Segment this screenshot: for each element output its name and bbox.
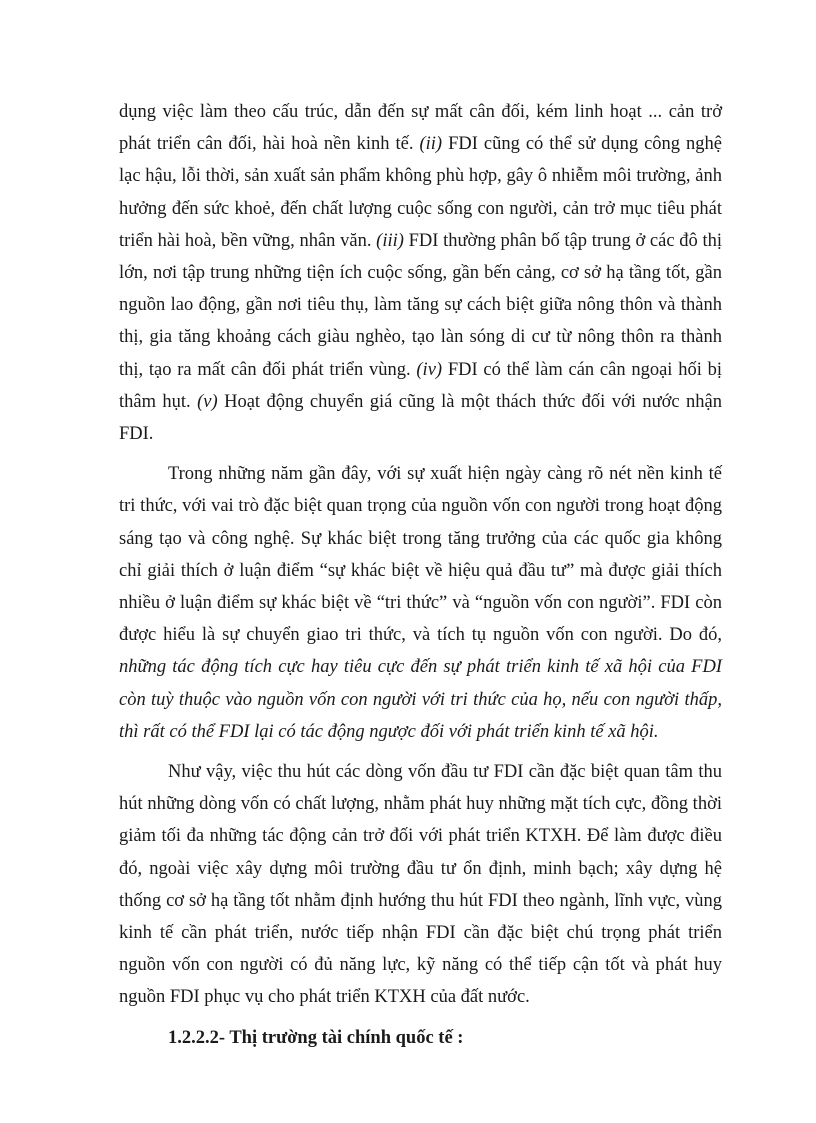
text-run: dụng việc làm theo cấu trúc, dẫn đến sự mất cân đối, kém linh hoạt ... cản trở phát triển cân đối, hài hoà nền kinh tế. [119,102,722,155]
text-run: Trong những năm gần đây, với sự xuất hiện ngày càng rõ nét nền kinh tế tri thức, với vai trò đặc biệt quan trọng của nguồn vốn con người trong hoạt động sáng tạo và công nghệ. Sự khác biệt trong tăng trưởng của các quốc gia không chỉ giải thích ở luận điểm “sự khác biệt về hiệu quả đầu tư” mà được giải thích nhiều ở luận điểm sự khác biệt về “tri thức” và “nguồn vốn con người”. FDI còn được hiểu là sự chuyển giao tri thức, và tích tụ nguồn vốn con người. Do đó, [119,464,722,646]
text-run-italic: (iii) [376,230,404,251]
text-run: Như vậy, việc thu hút các dòng vốn đầu tư FDI cần đặc biệt quan tâm thu hút những dòng vốn có chất lượng, nhằm phát huy những mặt tích cực, đồng thời giảm tối đa những tác động cản trở đối với phát triển KTXH. Để làm được điều đó, ngoài việc xây dựng môi trường đầu tư ổn định, minh bạch; xây dựng hệ thống cơ sở hạ tầng tốt nhằm định hướng thu hút FDI theo ngành, lĩnh vực, vùng kinh tế cần phát triển, nước tiếp nhận FDI cần đặc biệt chú trọng phát triển nguồn vốn con người có đủ năng lực, kỹ năng có thể tiếp cận tốt và phát huy nguồn FDI phục vụ cho phát triển KTXH của đất nước. [119,762,722,1008]
paragraph-knowledge-economy [119,458,722,748]
paragraph-fdi-negative-effects [119,96,722,450]
text-run-italic: (iv) [416,359,443,380]
text-run: Hoạt động chuyển giá cũng là một thách thức đối với nước nhận FDI. [119,391,722,445]
text-run-italic: (v) [197,391,218,412]
text-run: FDI có thể làm cán cân ngoại hối bị thâm hụt. [119,359,722,412]
document-page [119,96,722,1054]
text-run-italic: những tác động tích cực hay tiêu cực đến sự phát triển kinh tế xã hội của FDI còn tuỳ thuộc vào nguồn vốn con người với tri thức của họ, nếu con người thấp, thì rất có thể FDI lại có tác động ngược đối với phát triển kinh tế xã hội. [119,657,722,742]
text-run: FDI cũng có thể sử dụng công nghệ lạc hậu, lỗi thời, sản xuất sản phẩm không phù hợp, gây ô nhiễm môi trường, ảnh hưởng đến sức khoẻ, đến chất lượng cuộc sống con người, cản trở mục tiêu phát triển hài hoà, bền vững, nhân văn. [119,134,722,251]
section-heading: 1.2.2.2- Thị trường tài chính quốc tế : [168,1027,464,1048]
text-run-italic: (ii) [419,134,443,155]
text-run: FDI thường phân bố tập trung ở các đô thị lớn, nơi tập trung những tiện ích cuộc sống, gần bến cảng, cơ sở hạ tầng tốt, gần nguồn lao động, gần nơi tiêu thụ, làm tăng sự cách biệt giữa nông thôn và thành thị, gia tăng khoảng cách giàu nghèo, tạo làn sóng di cư từ nông thôn ra thành thị, tạo ra mất cân đối phát triển vùng. [119,230,723,380]
paragraph-fdi-attraction [119,756,722,1014]
